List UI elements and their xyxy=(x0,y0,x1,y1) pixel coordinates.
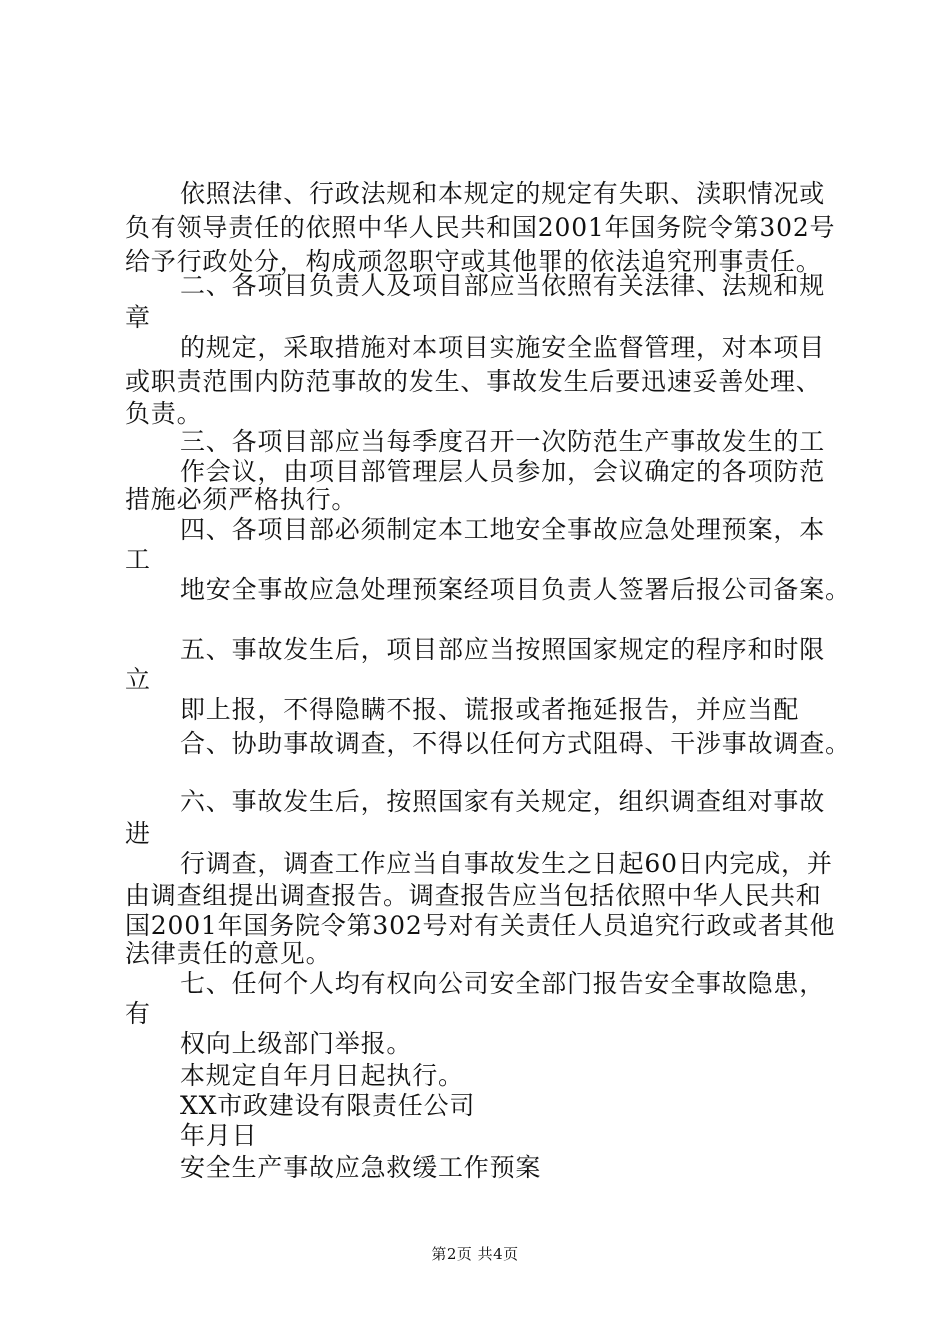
page-number-footer: 第2页 共4页 xyxy=(431,1245,519,1263)
text-line: 依照法律、行政法规和本规定的规定有失职、渎职情况或 xyxy=(180,179,826,208)
text-line: 工 xyxy=(125,545,151,574)
text-line: 有 xyxy=(125,999,151,1028)
text-line: 五、事故发生后，项目部应当按照国家规定的程序和时限 xyxy=(180,635,826,664)
text-line: 七、任何个人均有权向公司安全部门报告安全事故隐患， xyxy=(180,969,826,998)
text-line: 安全生产事故应急救缓工作预案 xyxy=(180,1153,542,1182)
text-line: 给予行政处分，构成顽忽职守或其他罪的依法追究刑事责任。 xyxy=(125,247,822,276)
text-line: 章 xyxy=(125,303,151,332)
text-line: 本规定自年月日起执行。 xyxy=(180,1061,464,1090)
text-line: 进 xyxy=(125,819,151,848)
text-line: 的规定，采取措施对本项目实施安全监督管理，对本项目 xyxy=(180,333,826,362)
text-line: XX市政建设有限责任公司 xyxy=(180,1091,476,1120)
text-line: 合、协助事故调查，不得以任何方式阻碍、干涉事故调查。 xyxy=(180,729,851,758)
text-line: 立 xyxy=(125,665,151,694)
text-line: 负有领导责任的依照中华人民共和国2001年国务院令第302号 xyxy=(125,213,836,242)
text-line: 国2001年国务院令第302号对有关责任人员追究行政或者其他 xyxy=(125,911,836,940)
text-line: 负责。 xyxy=(125,399,203,428)
text-line: 即上报，不得隐瞒不报、谎报或者拖延报告，并应当配 xyxy=(180,695,800,724)
text-line: 措施必须严格执行。 xyxy=(125,485,358,514)
text-line: 行调查，调查工作应当自事故发生之日起60日内完成，并 xyxy=(180,849,833,878)
text-line: 年月日 xyxy=(180,1121,258,1150)
text-line: 作会议，由项目部管理层人员参加，会议确定的各项防范 xyxy=(180,457,826,486)
text-line: 四、各项目部必须制定本工地安全事故应急处理预案，本 xyxy=(180,515,826,544)
text-line: 二、各项目负责人及项目部应当依照有关法律、法规和规 xyxy=(180,271,826,300)
text-line: 地安全事故应急处理预案经项目负责人签署后报公司备案。 xyxy=(180,575,851,604)
text-line: 三、各项目部应当每季度召开一次防范生产事故发生的工 xyxy=(180,427,826,456)
text-line: 由调查组提出调查报告。调查报告应当包括依照中华人民共和 xyxy=(125,881,822,910)
text-line: 法律责任的意见。 xyxy=(125,939,332,968)
text-line: 六、事故发生后，按照国家有关规定，组织调查组对事故 xyxy=(180,787,826,816)
text-line: 或职责范围内防范事故的发生、事故发生后要迅速妥善处理、 xyxy=(125,367,822,396)
text-line: 权向上级部门举报。 xyxy=(180,1029,413,1058)
